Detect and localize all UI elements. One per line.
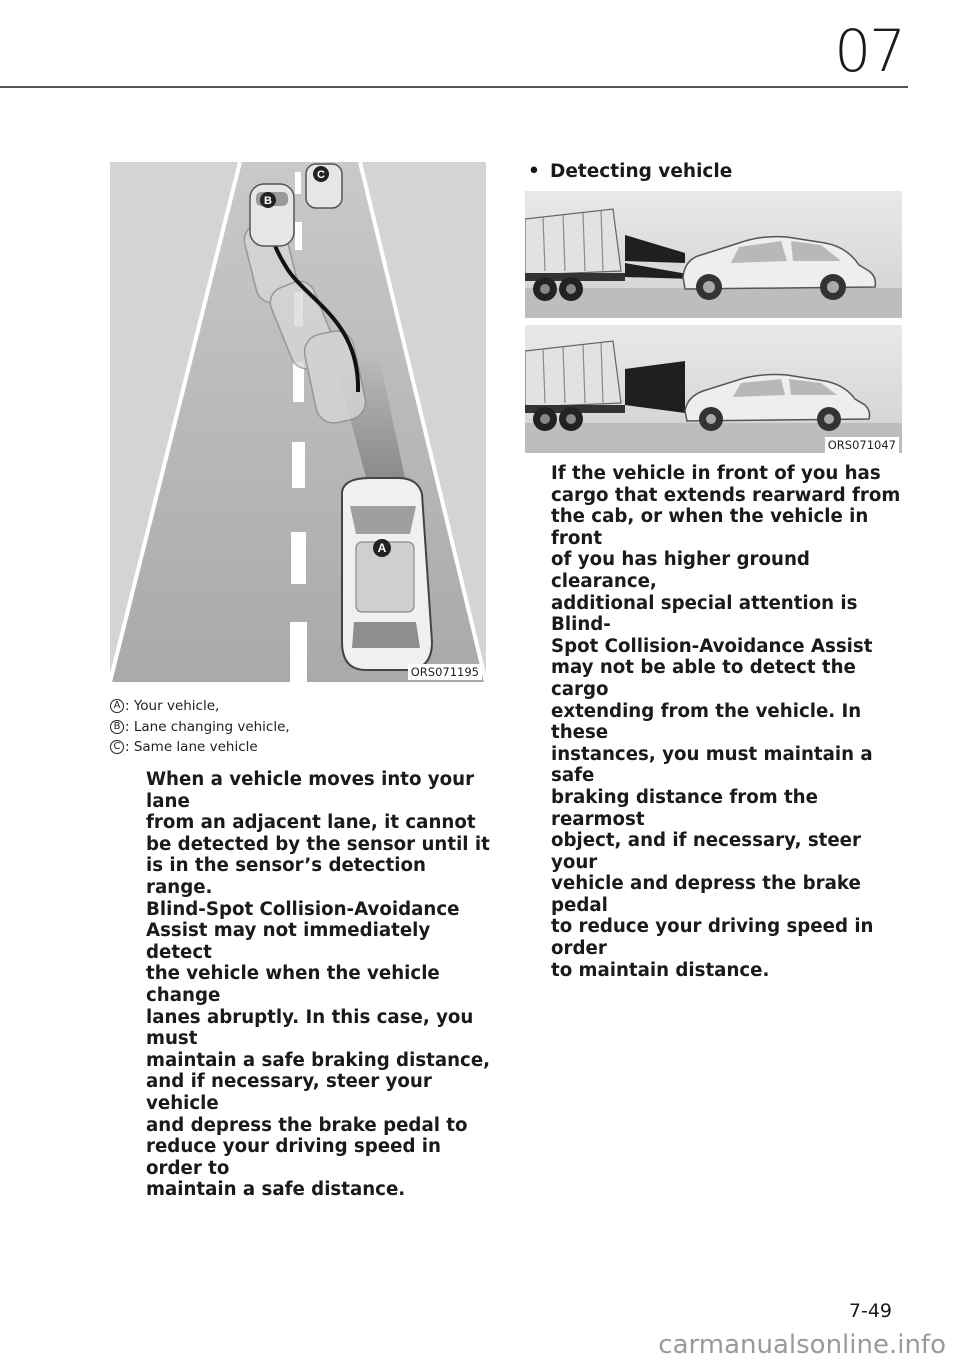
watermark[interactable]: carmanualsonline.info [658,1330,946,1360]
label-c: C [317,169,325,181]
text-line: the cab, or when the vehicle in front [551,506,869,549]
text-line: to reduce your driving speed in order [551,916,874,960]
text-line: be detected by the sensor until it [146,833,490,855]
text-line: vehicle and depress the brake pedal [551,873,861,916]
text-line: When a vehicle moves into your lane [146,769,475,812]
legend-text: : Lane changing vehicle, [125,718,290,735]
detecting-vehicle-paragraph [551,463,903,981]
text-line: and depress the brake pedal to [146,1114,468,1136]
text-line: to maintain distance. [551,959,770,981]
header-rule [0,86,908,88]
section-heading-text: Detecting vehicle [550,161,733,182]
text-line: lanes abruptly. In this case, you must [146,1006,474,1050]
text-line: from an adjacent lane, it cannot [146,812,476,834]
text-line: braking distance from the rearmost [551,786,818,830]
text-line: and if necessary, steer your vehicle [146,1071,432,1114]
text-line: cargo that extends rearward from [551,484,901,506]
section-heading [528,161,732,182]
legend-item [110,737,290,758]
chapter-number: 07 [834,17,904,85]
text-line: maintain a safe distance. [146,1179,406,1201]
text-line: Spot Collision-Avoidance Assist [551,635,873,657]
lane-change-illustration [110,162,486,682]
text-line: Assist may not immediately detect [146,920,431,963]
lane-change-paragraph [146,769,492,1201]
figure-legend [110,696,290,758]
vehicle-a [342,478,432,670]
legend-text: : Your vehicle, [125,698,220,714]
legend-item [110,696,290,717]
detecting-vehicle-figure [525,191,902,453]
text-line: reduce your driving speed in order to [146,1136,441,1179]
legend-letter: B [110,720,124,734]
figure-code: ORS071195 [408,664,482,680]
text-line: object, and if necessary, steer your [551,830,861,873]
legend-letter: C [110,740,124,754]
vehicle-c [306,164,342,208]
text-line: Blind-Spot Collision-Avoidance [146,898,460,920]
text-line: instances, you must maintain a safe [551,743,873,787]
label-b: B [264,195,272,207]
text-line: extending from the vehicle. In these [551,700,862,744]
text-line: the vehicle when the vehicle change [146,963,440,1006]
label-a: A [377,541,387,555]
figure-code: ORS071047 [825,437,899,453]
text-line: of you has higher ground clearance, [551,549,810,592]
detecting-vehicle-illustration [525,191,902,453]
text-line: maintain a safe braking distance, [146,1049,491,1071]
lane-change-figure [110,162,486,682]
text-line: If the vehicle in front of you has [551,463,881,484]
text-line: is in the sensor’s detection range. [146,855,426,898]
legend-letter: A [110,699,124,713]
bullet-icon: • [528,161,540,182]
page-number: 7-49 [848,1300,892,1322]
legend-item [110,717,290,738]
text-line: may not be able to detect the cargo [551,657,856,700]
legend-text: : Same lane vehicle [125,739,258,755]
vehicle-b [250,184,294,246]
text-line: additional special attention is Blind- [551,592,858,636]
